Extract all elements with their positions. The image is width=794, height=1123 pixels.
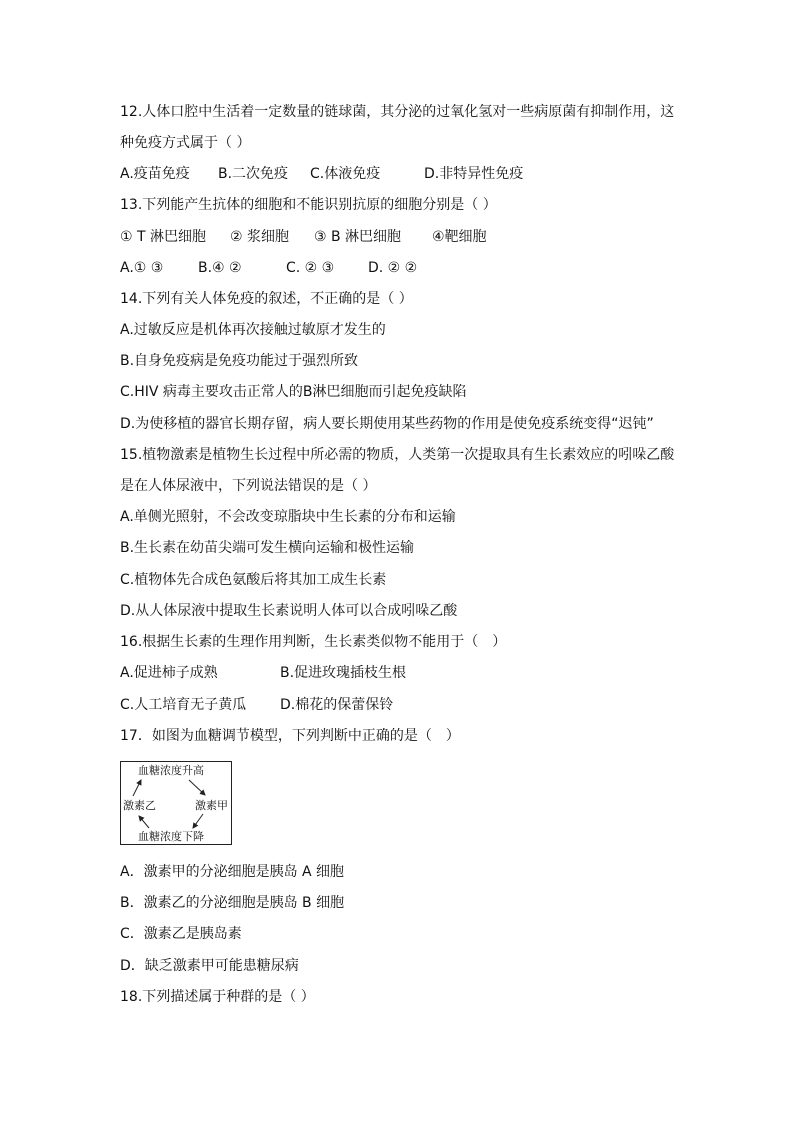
- q16-option-c[interactable]: C.人工培育无子黄瓜: [120, 697, 247, 713]
- q16-options-row1: [120, 665, 406, 681]
- q17-option-d[interactable]: D．缺乏激素甲可能患糖尿病: [120, 958, 299, 974]
- q18-stem: 18.下列描述属于种群的是（ ）: [120, 989, 315, 1005]
- q15-option-c[interactable]: C.植物体先合成色氨酸后将其加工成生长素: [120, 572, 387, 588]
- q16-option-a[interactable]: A.促进柿子成熟: [120, 665, 218, 681]
- q14-stem: 14.下列有关人体免疫的叙述，不正确的是（ ）: [120, 291, 413, 307]
- q13-options: [120, 260, 417, 276]
- q14-option-a[interactable]: A.过敏反应是机体再次接触过敏原才发生的: [120, 322, 386, 338]
- q12-option-c[interactable]: C.体液免疫: [310, 166, 381, 182]
- q12-options: [120, 166, 523, 182]
- q14-option-d[interactable]: D.为使移植的器官长期存留，病人要长期使用某些药物的作用是使免疫系统变得“迟钝”: [120, 416, 654, 432]
- blood-glucose-diagram: [120, 761, 232, 845]
- q13-item-4: ④靶细胞: [432, 229, 487, 245]
- q13-item-3: ③ B 淋巴细胞: [314, 229, 402, 245]
- q13-option-b[interactable]: B.④ ②: [198, 260, 242, 276]
- q16-option-b[interactable]: B.促进玫瑰插枝生根: [280, 665, 407, 681]
- q16-options-row2: [120, 697, 393, 713]
- q12-stem-line2: 种免疫方式属于（ ）: [120, 135, 251, 151]
- q13-item-2: ② 浆细胞: [230, 229, 290, 245]
- q15-stem-line2: 是在人体尿液中，下列说法错误的是（ ）: [120, 478, 377, 494]
- q16-stem: 16.根据生长素的生理作用判断，生长素类似物不能用于（ ）: [120, 634, 507, 650]
- arrow-top-to-right: [189, 780, 205, 795]
- diagram-label-glucose-rise: 血糖浓度升高: [138, 764, 204, 777]
- diagram-label-hormone-yi: 激素乙: [123, 799, 156, 812]
- diagram-label-glucose-drop: 血糖浓度下降: [138, 830, 204, 843]
- q13-option-a[interactable]: A.① ③: [120, 260, 164, 276]
- q13-stem: 13.下列能产生抗体的细胞和不能识别抗原的细胞分别是（ ）: [120, 197, 497, 213]
- q13-option-d[interactable]: D. ② ②: [368, 260, 418, 276]
- q15-stem-line1: 15.植物激素是植物生长过程中所必需的物质，人类第一次提取具有生长素效应的吲哚乙酸: [120, 447, 675, 463]
- arrow-right-to-bottom: [193, 814, 203, 828]
- q17-option-b[interactable]: B．激素乙的分泌细胞是胰岛 B 细胞: [120, 895, 345, 911]
- q13-option-c[interactable]: C. ② ③: [286, 260, 335, 276]
- q12-option-a[interactable]: A.疫苗免疫: [120, 166, 190, 182]
- q15-option-a[interactable]: A.单侧光照射，不会改变琼脂块中生长素的分布和运输: [120, 509, 456, 525]
- q13-item-1: ① T 淋巴细胞: [120, 229, 207, 245]
- q17-stem: 17．如图为血糖调节模型，下列判断中正确的是（ ）: [120, 728, 460, 744]
- q15-option-d[interactable]: D.从人体尿液中提取生长素说明人体可以合成吲哚乙酸: [120, 603, 458, 619]
- q17-option-c[interactable]: C．激素乙是胰岛素: [120, 926, 242, 942]
- q12-option-b[interactable]: B.二次免疫: [218, 166, 289, 182]
- arrow-left-to-top: [133, 780, 141, 796]
- q13-items: [120, 229, 487, 245]
- arrow-bottom-to-left: [139, 816, 149, 828]
- q17-option-a[interactable]: A．激素甲的分泌细胞是胰岛 A 细胞: [120, 864, 345, 880]
- q16-option-d[interactable]: D.棉花的保蕾保铃: [280, 697, 394, 713]
- q14-option-b[interactable]: B.自身免疫病是免疫功能过于强烈所致: [120, 353, 359, 369]
- q15-option-b[interactable]: B.生长素在幼苗尖端可发生横向运输和极性运输: [120, 540, 415, 556]
- q14-option-c[interactable]: C.HIV 病毒主要攻击正常人的B淋巴细胞而引起免疫缺陷: [120, 384, 467, 400]
- q12-stem-line1: 12.人体口腔中生活着一定数量的链球菌，其分泌的过氧化氢对一些病原菌有抑制作用，这: [120, 104, 675, 120]
- q12-option-d[interactable]: D.非特异性免疫: [424, 166, 524, 182]
- diagram-label-hormone-jia: 激素甲: [195, 799, 228, 812]
